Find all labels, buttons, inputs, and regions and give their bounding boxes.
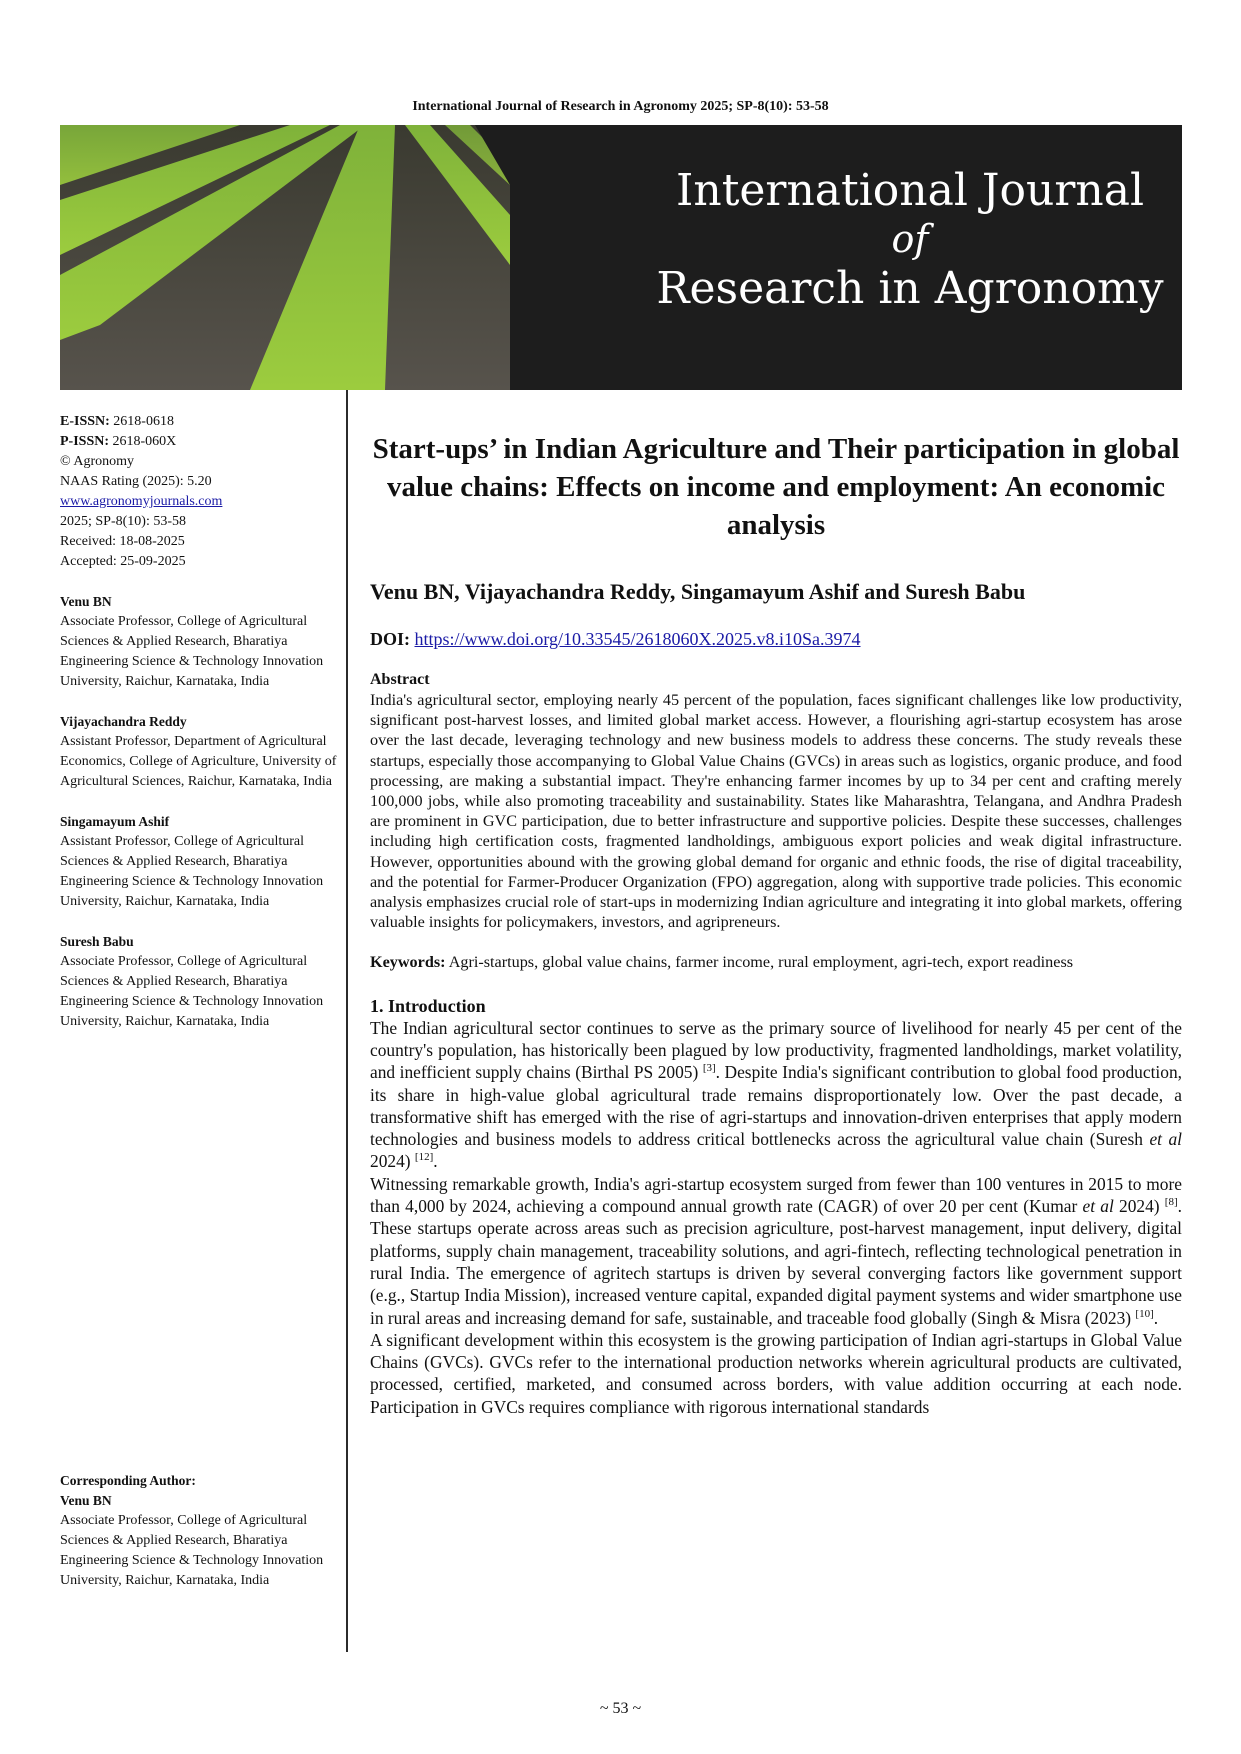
article-authors: Venu BN, Vijayachandra Reddy, Singamayum Ashif and Suresh Babu [370,579,1026,604]
corresponding-author-name: Venu BN [60,1493,112,1508]
accepted-date: Accepted: 25-09-2025 [60,554,186,569]
intro-paragraph: Witnessing remarkable growth, India's agri-startup ecosystem surged from fewer than 100 ventures in 2015 to more than 4,000 by 2024, achieving a compound annual growth rate (CAGR) of over 20 per cent (Kumar et al 2024) [8]. These startups operate across areas such as precision agriculture, post-harvest management, input delivery, digital platforms, supply chain management, traceability solutions, and agri-fintech, reflecting technological penetration in rural India. The emergence of agritech startups is driven by several converging factors like government support (e.g., Startup India Mission), increased venture capital, expanded digital payment systems and wider smartphone use in rural areas and increasing demand for safe, sustainable, and traceable food globally (Singh & Misra (2023) [10]. [370,1173,1182,1328]
corresponding-author-label: Corresponding Author: [60,1473,196,1488]
journal-website-link[interactable]: www.agronomyjournals.com [60,494,223,509]
crop-field-photo [60,125,510,390]
column-divider [346,390,348,1652]
doi [370,629,1182,650]
running-head: International Journal of Research in Agronomy 2025; SP-8(10): 53-58 [412,99,829,114]
citation: [3] [702,1062,716,1075]
citation: [12] [414,1151,434,1164]
pissn: P-ISSN: 2618-060X [60,434,177,449]
introduction-heading: 1. Introduction [370,995,486,1016]
page-number: ~ 53 ~ [599,1700,642,1717]
doi-label: DOI: [370,629,410,649]
abstract-heading: Abstract [370,671,430,688]
corresponding-author [60,1471,340,1591]
author-affiliation [60,592,340,692]
keywords-label: Keywords: [370,953,446,972]
doi-link[interactable]: https://www.doi.org/10.33545/2618060X.2025.v8.i10Sa.3974 [414,629,861,649]
issue-info: 2025; SP-8(10): 53-58 [60,514,186,529]
keywords [370,952,1182,972]
journal-title-of: of [891,217,929,261]
eissn: E-ISSN: 2618-0618 [60,414,174,429]
author-name: Vijayachandra Reddy [60,714,187,729]
journal-title-line3: Research in Agronomy [656,263,1164,314]
citation: [10] [1135,1307,1154,1320]
received-date: Received: 18-08-2025 [60,534,185,549]
author-affiliation-text: Assistant Professor, College of Agricultural Sciences & Applied Research, Bharatiya Engineering Science & Technology Innovation University, Raichur, Karnataka, India [60,834,324,909]
corresponding-author-affiliation: Associate Professor, College of Agricultural Sciences & Applied Research, Bharatiya Engineering Science & Technology Innovation University, Raichur, Karnataka, India [60,1513,324,1588]
author-affiliation-text: Assistant Professor, Department of Agricultural Economics, College of Agriculture, University of Agricultural Sciences, Raichur, Karnataka, India [60,734,337,789]
author-name: Singamayum Ashif [60,814,170,829]
article-body [370,430,1182,1418]
author-affiliation-text: Associate Professor, College of Agricultural Sciences & Applied Research, Bharatiya Engineering Science & Technology Innovation University, Raichur, Karnataka, India [60,614,324,689]
author-affiliation-text: Associate Professor, College of Agricultural Sciences & Applied Research, Bharatiya Engineering Science & Technology Innovation University, Raichur, Karnataka, India [60,954,324,1029]
journal-title-line1: International Journal [675,165,1145,216]
keywords-text: Agri-startups, global value chains, farmer income, rural employment, agri-tech, export readiness [448,953,1074,972]
author-affiliation [60,712,340,792]
intro-paragraph: A significant development within this ecosystem is the growing participation of Indian agri-startups in Global Value Chains (GVCs). GVCs refer to the international production networks wherein agricultural products are cultivated, processed, certified, marketed, and consumed across borders, with value addition occurring at each node. Participation in GVCs requires compliance with rigorous international standards [370,1329,1182,1417]
author-name: Venu BN [60,594,112,609]
abstract-text: India's agricultural sector, employing nearly 45 percent of the population, faces significant challenges like low productivity, significant post-harvest losses, and limited global market access. However, a flourishing agri-startup ecosystem has arose over the last decade, leveraging technology and new business models to address these concerns. The study reveals these startups, especially those accompanying to Global Value Chains (GVCs) in areas such as logistics, organic produce, and food processing, are making a substantial impact. They're enhancing farmer incomes by up to 34 per cent and crafting merely 100,000 jobs, while also promoting traceability and sustainability. States like Maharashtra, Telangana, and Andhra Pradesh are prominent in GVC participation, due to better infrastructure and supportive policies. Despite these successes, challenges including high certification costs, fragmented landholdings, ambiguous export policies and weak digital infrastructure. However, opportunities abound with the growing global demand for organic and ethnic foods, the rise of digital traceability, and the potential for Farmer-Producer Organization (FPO) aggregation, along with supportive trade policies. This economic analysis emphasizes crucial role of start-ups in modernizing Indian agriculture and integrating it into global markets, offering valuable insights for policymakers, investors, and agripreneurs. [370,691,1182,932]
sidebar [60,412,340,1032]
naas-rating: NAAS Rating (2025): 5.20 [60,474,212,489]
journal-banner [60,125,1182,390]
author-name: Suresh Babu [60,934,134,949]
author-affiliation [60,812,340,912]
introduction [370,1017,1182,1418]
copyright: © Agronomy [60,454,135,469]
article-title: Start-ups’ in Indian Agriculture and Their participation in global value chains: Effects on income and employment: An economic analysis [372,433,1180,541]
intro-paragraph: The Indian agricultural sector continues to serve as the primary source of livelihood for nearly 45 per cent of the country's population, has historically been plagued by low productivity, fragmented landholdings, market volatility, and inefficient supply chains (Birthal PS 2005) [3]. Despite India's significant contribution to global food production, its share in high-value global agricultural trade remains disproportionately low. Over the past decade, a transformative shift has emerged with the rise of agri-startups and innovation-driven enterprises that apply modern technologies and business models to address critical bottlenecks across the agricultural value chain (Suresh et al 2024) [12]. [370,1017,1182,1172]
author-affiliation [60,932,340,1032]
citation: [8] [1164,1196,1178,1209]
journal-title [630,165,1182,317]
